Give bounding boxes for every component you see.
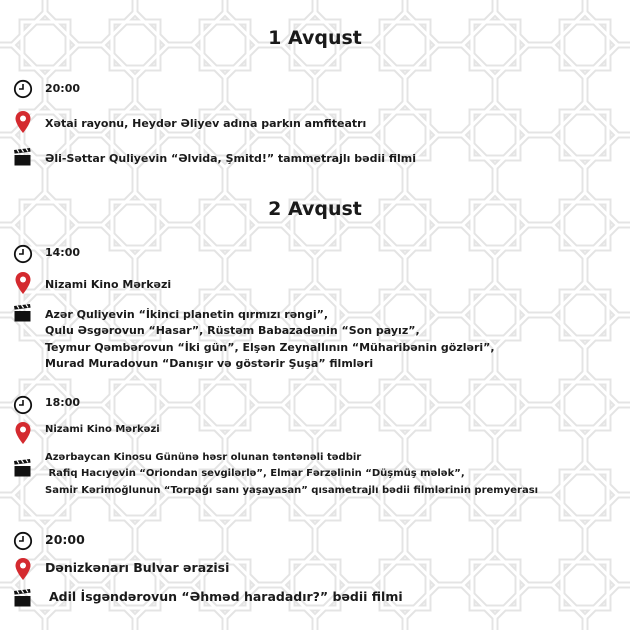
event-location: Nizami Kino Mərkəzi — [45, 424, 160, 435]
event-program-row — [12, 302, 495, 372]
event-location-row — [12, 558, 229, 580]
event-location: Xətai rayonu, Heydər Əliyev adına parkın amfiteatrı — [45, 117, 367, 130]
event-program-row — [12, 450, 538, 499]
event-program-row — [12, 146, 416, 168]
day-title: 2 Avqust — [268, 198, 362, 220]
event-program — [45, 450, 538, 499]
location-pin-icon — [12, 558, 34, 580]
event-location-row — [12, 272, 171, 294]
event-time: 14:00 — [45, 246, 81, 259]
event-location-row — [12, 422, 160, 444]
event-location: Dənizkənarı Bulvar ərazisi — [45, 560, 230, 575]
program-line: Azər Quliyevin “İkinci planetin qırmızı rəngi”, — [45, 308, 329, 321]
clock-icon — [12, 530, 34, 552]
event-time-row — [12, 78, 80, 100]
event-location: Nizami Kino Mərkəzi — [45, 278, 172, 291]
program-line: Adil İsgəndərovun “Əhməd haradadır?” bədii filmi — [49, 589, 403, 604]
location-pin-icon — [12, 422, 34, 444]
program-line: Samir Kərimoğlunun “Torpağı sanı yaşayasan” qısametrajlı bədii filmlərinin premyerası — [45, 485, 539, 496]
program-line: Əli-Səttar Quliyevin “Əlvida, Şmitd!” tammetrajlı bədii filmi — [45, 152, 416, 165]
program-line: Rafiq Hacıyevin “Oriondan sevgilərlə”, Elmar Fərzəlinin “Düşmüş mələk”, — [45, 468, 465, 479]
clapperboard-icon — [12, 302, 34, 324]
clock-icon — [12, 78, 34, 100]
event-time: 18:00 — [45, 396, 81, 409]
event-program — [45, 307, 495, 372]
event-program-row — [12, 587, 403, 609]
event-time-row — [12, 243, 80, 265]
event-time-row — [12, 530, 85, 552]
clock-icon — [12, 243, 34, 265]
event-time-row — [12, 394, 80, 416]
clapperboard-icon — [12, 457, 34, 479]
program-line: Azərbaycan Kinosu Gününə həsr olunan təntənəli tədbir — [45, 452, 362, 463]
clock-icon — [12, 394, 34, 416]
event-program — [45, 151, 416, 166]
program-line: Teymur Qəmbərovun “İki gün”, Elşən Zeynallının “Müharibənin gözləri”, — [45, 340, 495, 354]
clapperboard-icon — [12, 146, 34, 168]
day-title: 1 Avqust — [268, 27, 362, 49]
event-location-row — [12, 111, 366, 133]
location-pin-icon — [12, 272, 34, 294]
event-program — [49, 589, 403, 604]
program-line: Murad Muradovun “Danışır və göstərir Şuşa” filmləri — [45, 356, 374, 370]
event-time: 20:00 — [45, 82, 81, 95]
clapperboard-icon — [12, 587, 34, 609]
location-pin-icon — [12, 111, 34, 133]
program-line: Qulu Əsgərovun “Hasar”, Rüstəm Babazadənin “Son payız”, — [45, 324, 420, 338]
event-time: 20:00 — [45, 532, 85, 547]
